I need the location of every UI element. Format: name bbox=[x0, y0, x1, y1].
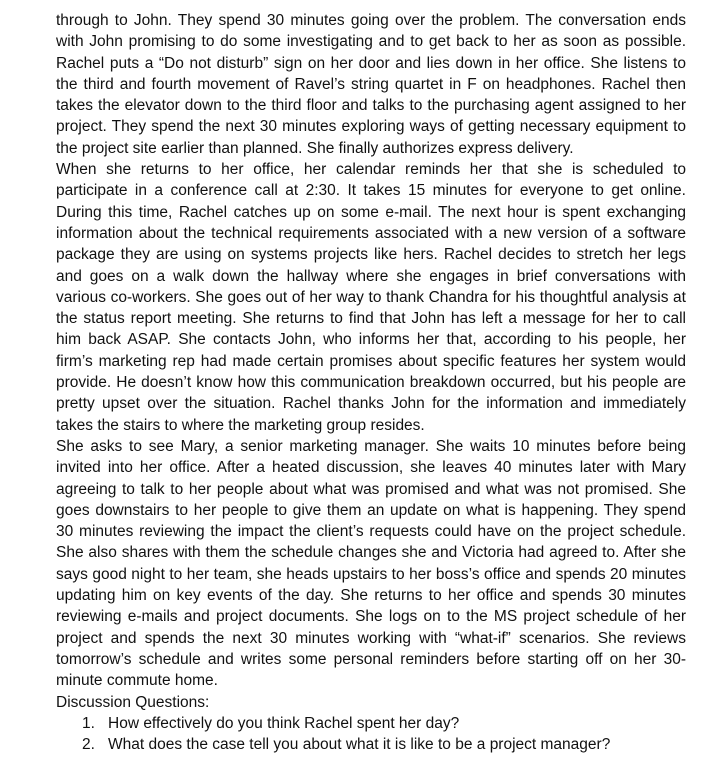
document-page bbox=[56, 10, 686, 755]
paragraph-3: She asks to see Mary, a senior marketing manager. She waits 10 minutes before being invited into her office. After a heated discussion, she leaves 40 minutes later with Mary agreeing to talk to her people about what was promised and what was not promised. She goes downstairs to her people to give them an update on what is happening. They spend 30 minutes reviewing the impact the client’s requests could have on the project schedule. She also shares with them the schedule changes she and Victoria had agreed to. After she says good night to her team, she heads upstairs to her boss’s office and spends 20 minutes updating him on key events of the day. She returns to her office and spends 30 minutes reviewing e-mails and project documents. She logs on to the MS project schedule of her project and spends the next 30 minutes working with “what-if” scenarios. She reviews tomorrow’s schedule and writes some personal reminders before starting off on her 30-minute commute home. bbox=[56, 437, 686, 690]
question-number: 1. bbox=[82, 714, 95, 732]
question-text: How effectively do you think Rachel spent her day? bbox=[108, 714, 460, 732]
discussion-heading: Discussion Questions: bbox=[56, 693, 210, 711]
paragraph-2: When she returns to her office, her calendar reminds her that she is scheduled to participate in a conference call at 2:30. It takes 15 minutes for everyone to get online. During this time, Rachel catches up on some e-mail. The next hour is spent exchanging information about the technical requirements associated with a new version of a software package they are using on systems projects like hers. Rachel decides to stretch her legs and goes on a walk down the hallway where she engages in brief conversations with various co-workers. She goes out of her way to thank Chandra for his thoughtful analysis at the status report meeting. She returns to find that John has left a message for her to call him back ASAP. She contacts John, who informs her that, according to his people, her firm’s marketing rep had made certain promises about specific features her system would provide. He doesn’t know how this communication breakdown occurred, but his people are pretty upset over the situation. Rachel thanks John for the information and immediately takes the stairs to where the marketing group resides. bbox=[56, 161, 686, 434]
paragraph-1: through to John. They spend 30 minutes going over the problem. The conversation ends with John promising to do some investigating and to get back to her as soon as possible. Rachel puts a “Do not disturb” sign on her door and lies down in her office. She listens to the third and fourth movement of Ravel’s string quartet in F on headphones. Rachel then takes the elevator down to the third floor and talks to the purchasing agent assigned to her project. They spend the next 30 minutes exploring ways of getting necessary equipment to the project site earlier than planned. She finally authorizes express delivery. bbox=[56, 12, 686, 157]
discussion-question bbox=[56, 713, 686, 734]
discussion-question-list bbox=[56, 713, 686, 756]
question-text: What does the case tell you about what it is like to be a project manager? bbox=[108, 736, 611, 754]
discussion-question bbox=[56, 734, 686, 755]
question-number: 2. bbox=[82, 736, 95, 754]
